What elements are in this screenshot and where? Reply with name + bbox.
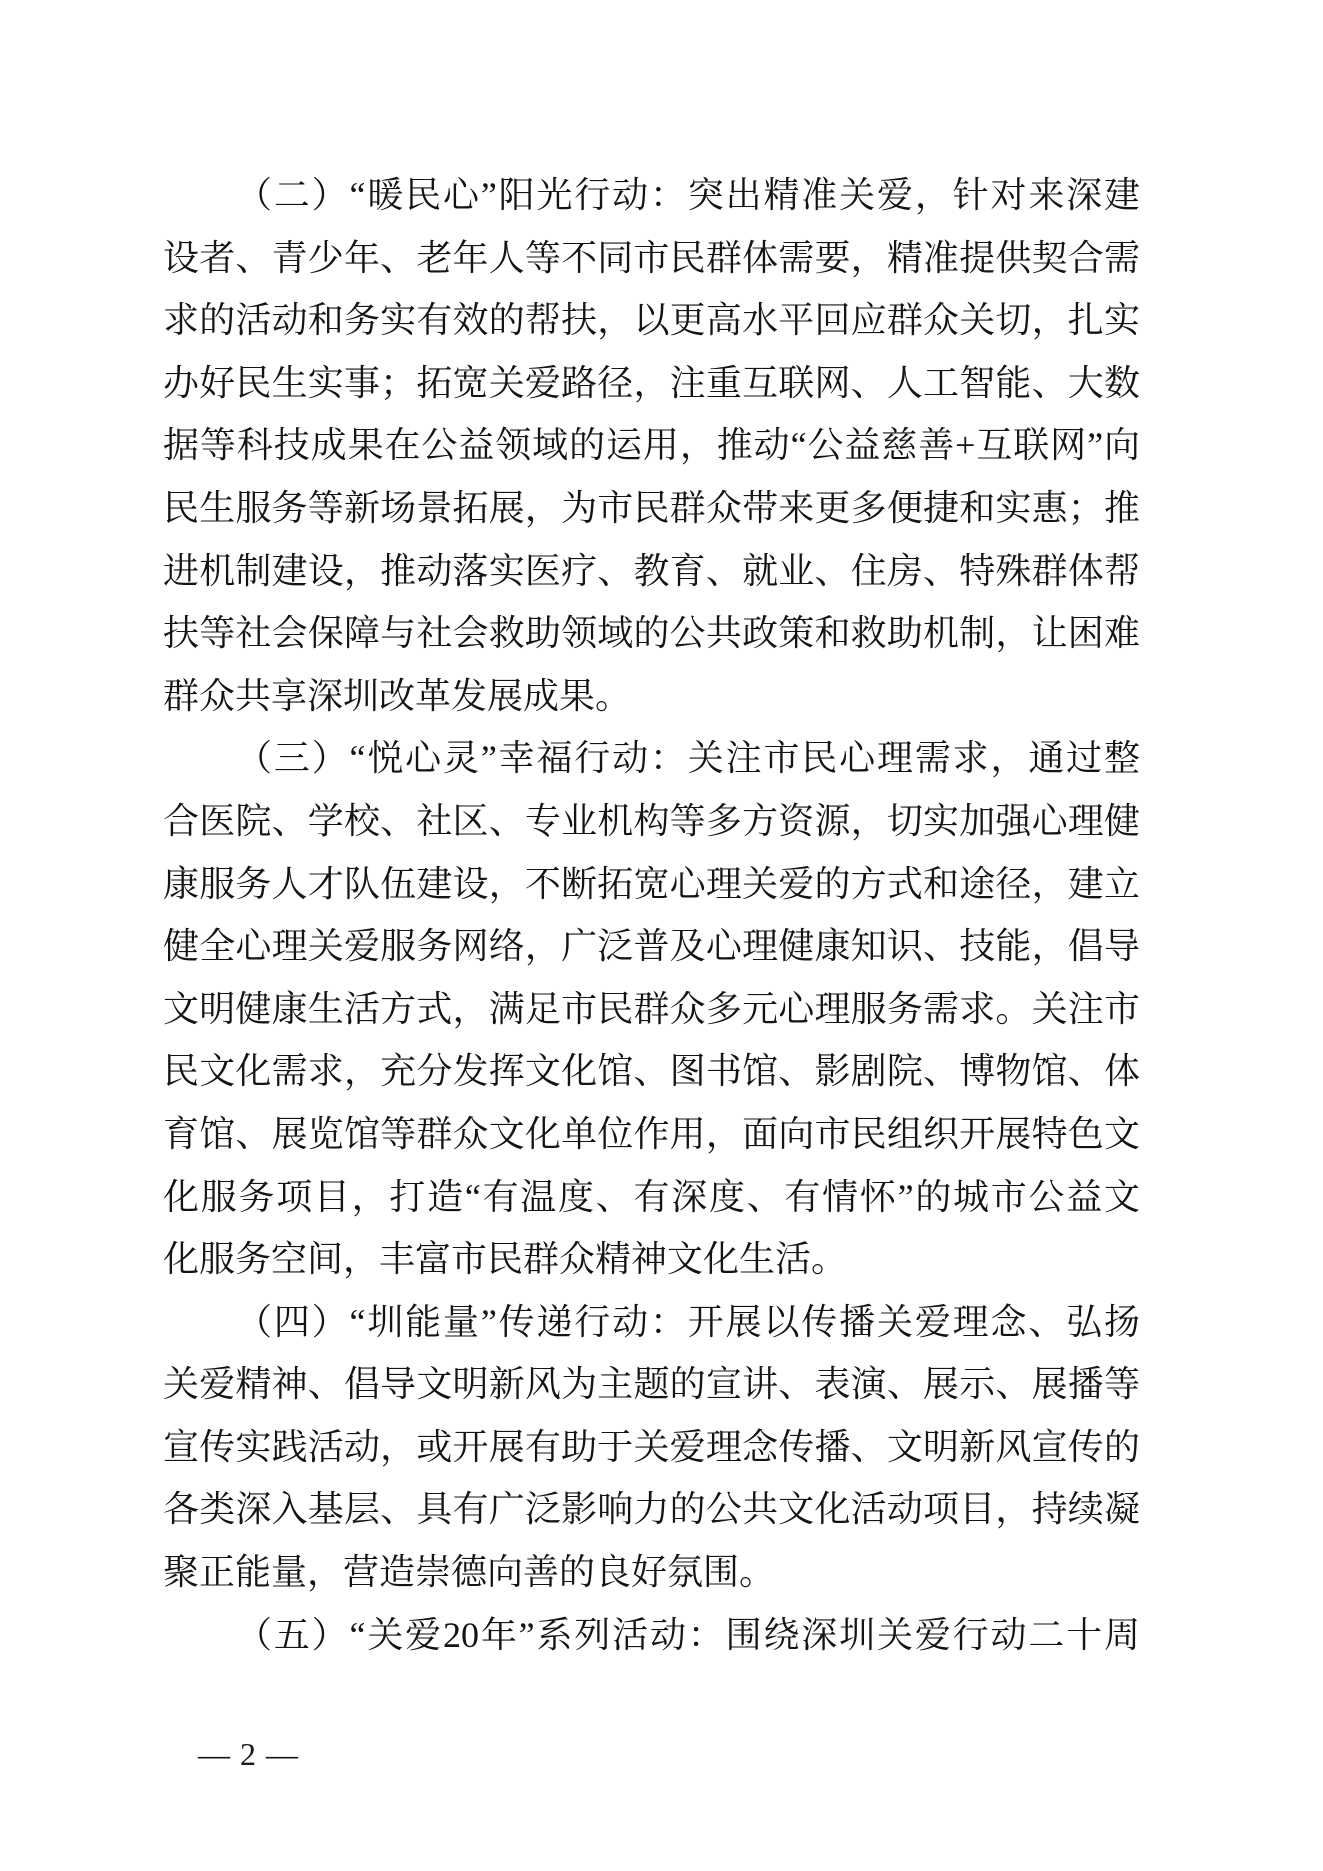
paragraph-3-line-6: 民文化需求，充分发挥文化馆、图书馆、影剧院、博物馆、体 [163, 1051, 1140, 1092]
paragraph-3-line-2: 合医院、学校、社区、专业机构等多方资源，切实加强心理健 [163, 800, 1140, 841]
paragraph-4-line-4: 各类深入基层、具有广泛影响力的公共文化活动项目，持续凝 [163, 1489, 1140, 1530]
paragraph-2-line-6: 民生服务等新场景拓展，为市民群众带来更多便捷和实惠；推 [163, 487, 1140, 528]
paragraph-2-line-5: 据等科技成果在公益领域的运用，推动“公益慈善+互联网”向 [163, 425, 1140, 466]
paragraph-4-line-5: 聚正能量，营造崇德向善的良好氛围。 [163, 1552, 776, 1593]
paragraph-2-line-8: 扶等社会保障与社会救助领域的公共政策和救助机制，让困难 [163, 613, 1140, 654]
paragraph-4-line-1: （四）“圳能量”传递行动：开展以传播关爱理念、弘扬 [236, 1301, 1140, 1342]
page-number: — 2 — [198, 1736, 299, 1772]
paragraph-2-line-2: 设者、青少年、老年人等不同市民群体需要，精准提供契合需 [163, 237, 1140, 278]
paragraph-3-line-9: 化服务空间，丰富市民群众精神文化生活。 [163, 1239, 848, 1280]
paragraph-3-line-1: （三）“悦心灵”幸福行动：关注市民心理需求，通过整 [236, 738, 1140, 779]
paragraph-3-line-8: 化服务项目，打造“有温度、有深度、有情怀”的城市公益文 [163, 1176, 1140, 1217]
paragraph-3-line-5: 文明健康生活方式，满足市民群众多元心理服务需求。关注市 [163, 988, 1140, 1029]
paragraph-5-line-1: （五）“关爱20年”系列活动：围绕深圳关爱行动二十周 [236, 1614, 1140, 1655]
paragraph-3-line-3: 康服务人才队伍建设，不断拓宽心理关爱的方式和途径，建立 [163, 863, 1140, 904]
paragraph-2-line-1: （二）“暖民心”阳光行动：突出精准关爱，针对来深建 [236, 175, 1140, 215]
paragraph-2-line-3: 求的活动和务实有效的帮扶，以更高水平回应群众关切，扎实 [163, 300, 1140, 341]
paragraph-2-line-4: 办好民生实事；拓宽关爱路径，注重互联网、人工智能、大数 [163, 362, 1140, 403]
paragraph-4-line-2: 关爱精神、倡导文明新风为主题的宣讲、表演、展示、展播等 [163, 1364, 1140, 1405]
document-body [163, 164, 1140, 1666]
paragraph-2-line-7: 进机制建设，推动落实医疗、教育、就业、住房、特殊群体帮 [163, 550, 1140, 591]
page-footer [198, 1736, 299, 1772]
paragraph-3-line-7: 育馆、展览馆等群众文化单位作用，面向市民组织开展特色文 [163, 1113, 1140, 1154]
paragraph-3-line-4: 健全心理关爱服务网络，广泛普及心理健康知识、技能，倡导 [163, 926, 1140, 967]
paragraph-2-line-9: 群众共享深圳改革发展成果。 [163, 675, 632, 716]
paragraph-4-line-3: 宣传实践活动，或开展有助于关爱理念传播、文明新风宣传的 [163, 1426, 1140, 1467]
